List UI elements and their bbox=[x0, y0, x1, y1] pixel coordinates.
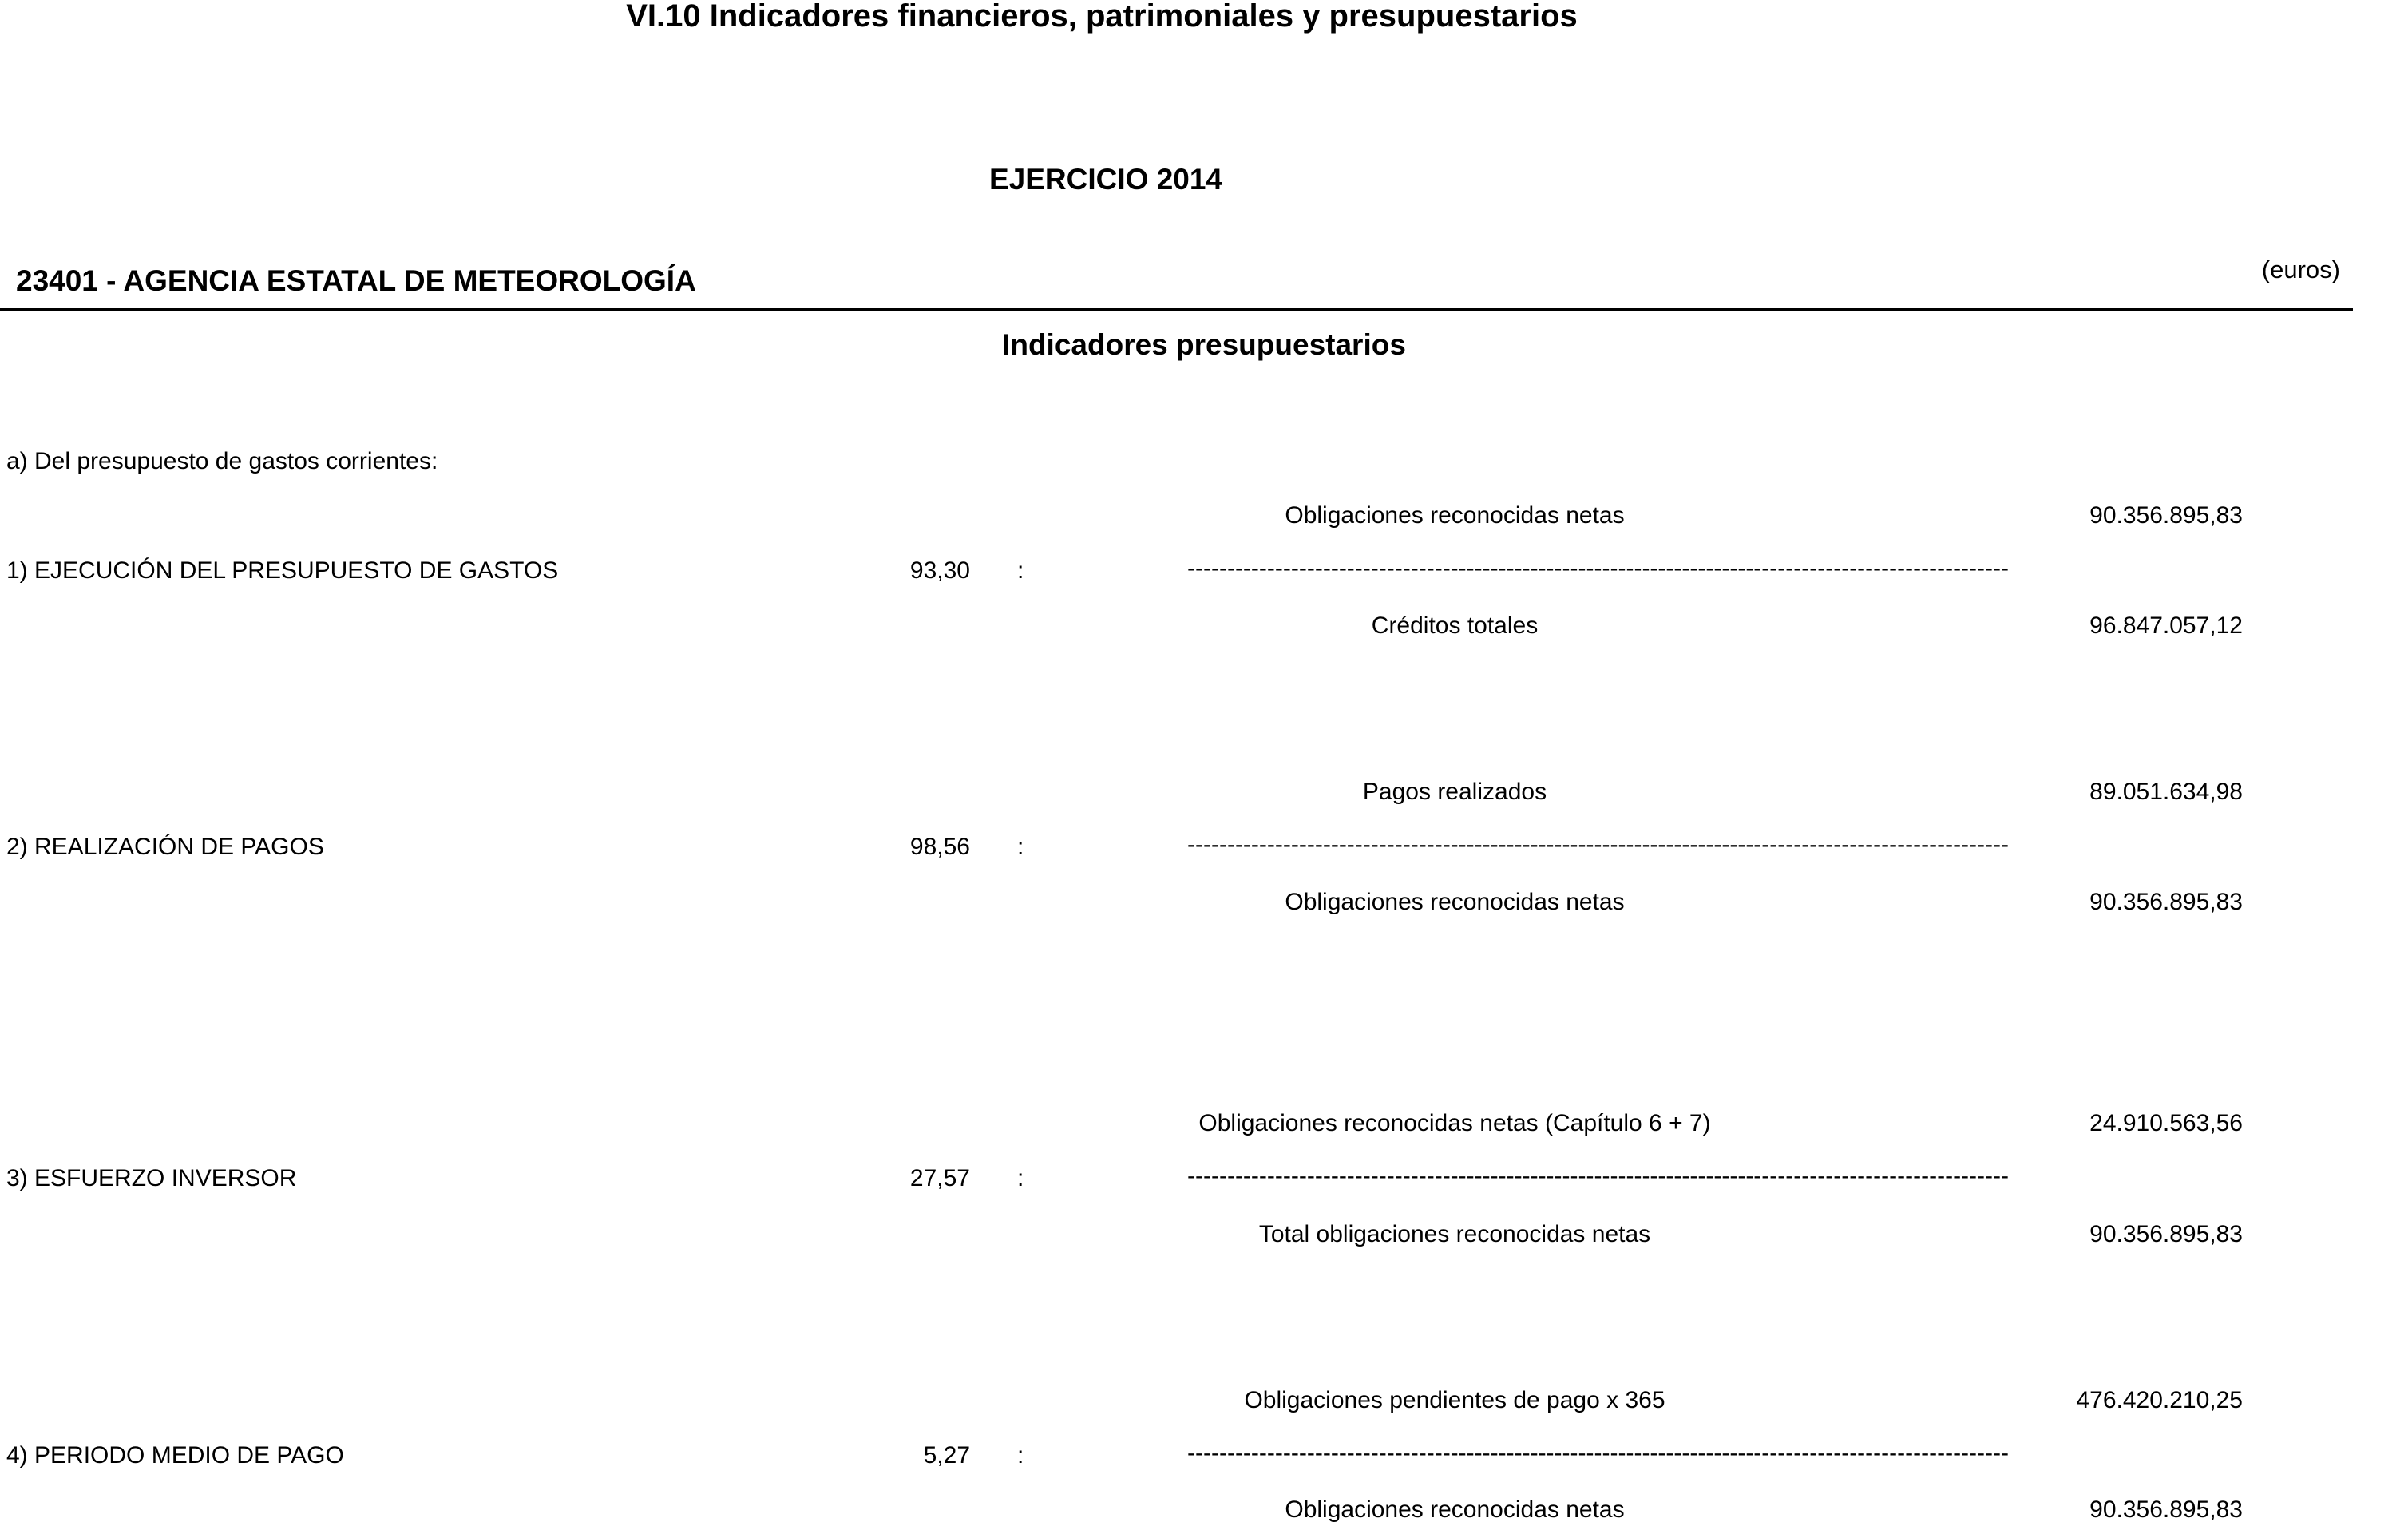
indicator-colon: : bbox=[1017, 834, 1024, 860]
entity-name: 23401 - AGENCIA ESTATAL DE METEOROLOGÍA bbox=[16, 264, 696, 297]
fiscal-year: EJERCICIO 2014 bbox=[988, 163, 1223, 196]
indicator-name: 4) PERIODO MEDIO DE PAGO bbox=[6, 1442, 344, 1469]
indicator-name: 1) EJECUCIÓN DEL PRESUPUESTO DE GASTOS bbox=[6, 557, 559, 584]
fraction-line: ------------------------------------------------------------------------------------------------------- bbox=[1187, 1440, 2009, 1466]
indicator-colon: : bbox=[1017, 1165, 1024, 1191]
indicator-name: 3) ESFUERZO INVERSOR bbox=[6, 1165, 297, 1191]
denominator-label: Créditos totales bbox=[1371, 612, 1539, 639]
indicator-value: 93,30 bbox=[909, 557, 970, 584]
indicator-value: 27,57 bbox=[909, 1165, 970, 1191]
numerator-label: Obligaciones reconocidas netas bbox=[1285, 502, 1625, 529]
denominator-amount: 90.356.895,83 bbox=[2089, 889, 2243, 915]
numerator-label: Obligaciones reconocidas netas (Capítulo 6 + 7) bbox=[1198, 1110, 1711, 1136]
denominator-amount: 96.847.057,12 bbox=[2089, 612, 2243, 639]
numerator-amount: 476.420.210,25 bbox=[2076, 1387, 2243, 1413]
section-title: Indicadores presupuestarios bbox=[1002, 328, 1406, 361]
denominator-label: Total obligaciones reconocidas netas bbox=[1258, 1221, 1651, 1247]
indicator-colon: : bbox=[1017, 1442, 1024, 1469]
numerator-label: Pagos realizados bbox=[1362, 779, 1547, 805]
denominator-amount: 90.356.895,83 bbox=[2089, 1496, 2243, 1523]
subsection-title: a) Del presupuesto de gastos corrientes: bbox=[6, 448, 438, 474]
numerator-amount: 24.910.563,56 bbox=[2089, 1110, 2243, 1136]
denominator-label: Obligaciones reconocidas netas bbox=[1285, 889, 1625, 915]
fraction-line: ------------------------------------------------------------------------------------------------------- bbox=[1187, 555, 2009, 581]
document-title: VI.10 Indicadores financieros, patrimoniales y presupuestarios bbox=[626, 0, 1578, 34]
indicator-value: 98,56 bbox=[909, 834, 970, 860]
numerator-label: Obligaciones pendientes de pago x 365 bbox=[1244, 1387, 1665, 1413]
numerator-amount: 89.051.634,98 bbox=[2089, 779, 2243, 805]
fraction-line: ------------------------------------------------------------------------------------------------------- bbox=[1187, 1163, 2009, 1189]
numerator-amount: 90.356.895,83 bbox=[2089, 502, 2243, 529]
indicator-name: 2) REALIZACIÓN DE PAGOS bbox=[6, 834, 324, 860]
indicator-value: 5,27 bbox=[923, 1442, 970, 1469]
indicator-colon: : bbox=[1017, 557, 1024, 584]
header-divider bbox=[0, 308, 2353, 311]
fraction-line: ------------------------------------------------------------------------------------------------------- bbox=[1187, 831, 2009, 858]
denominator-label: Obligaciones reconocidas netas bbox=[1285, 1496, 1625, 1523]
denominator-amount: 90.356.895,83 bbox=[2089, 1221, 2243, 1247]
currency-unit: (euros) bbox=[2261, 256, 2340, 283]
